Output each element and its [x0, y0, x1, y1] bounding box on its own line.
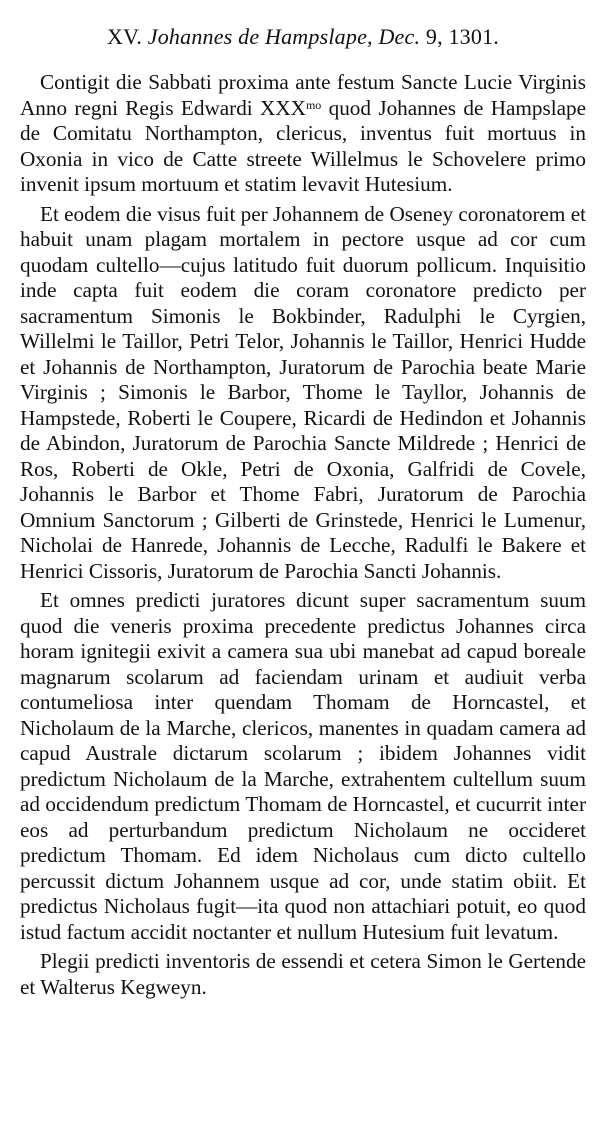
paragraph-3: Et omnes predicti juratores dicunt super sacramentum suum quod die veneris proxima precedente predictus Johannes circa horam ignitegii exivit a camera sua ubi manebat ad capud boreale magnarum scolarum ad faciendam urinam et audiuit verba contumeliosa inter quendam Thomam de Horncastel, et Nicholaum de la Marche, clericos, manentes in quadam camera ad capud Australe dictarum scolarum ; ibidem Johannes vidit predictum Nicholaum de la Marche, extrahentem cultellum suum ad occidendum predictum Thomam de Horncastel, et cucurrit inter eos ad perturbandum predictum Nicholaum ne occideret predictum Thomam. Ed idem Nicholaus cum dicto cultello percussit dictum Johannem usque ad cor, unde statim obiit. Et predictus Nicholaus fugit—ita quod non attachiari potuit, eo quod istud factum accidit noctanter et nullum Hutesium fuit levatum. [20, 588, 586, 944]
regnal-year-superscript: mo [305, 97, 322, 112]
entry-name: Johannes de Hampslape, [147, 24, 373, 49]
entry-heading [20, 22, 586, 52]
paragraph-1-text-b: quod Johannes de Hampslape de Comitatu Northampton, clericus, inventus fuit mortuus in Oxonia in vico de Catte streete Willelmus le Schovelere primo invenit ipsum mortuum et statim levavit Hutesium. [20, 95, 587, 196]
entry-year: 9, 1301. [425, 24, 499, 49]
document-page [20, 22, 586, 1004]
entry-number: XV. [107, 24, 143, 49]
paragraph-1-text-a: Contigit die Sabbati proxima ante festum Sancte Lucie Virginis Anno regni Regis Edwardi XXX [20, 70, 586, 120]
entry-date: Dec. [378, 24, 421, 49]
paragraph-1 [20, 70, 586, 198]
paragraph-2: Et eodem die visus fuit per Johannem de Oseney coronatorem et habuit unam plagam mortalem in pectore usque ad cor cum quodam cultello—cujus latitudo fuit duorum pollicum. Inquisitio inde capta fuit eodem die coram coronatore predicto per sacramentum Simonis le Bokbinder, Radulphi le Cyrgien, Willelmi le Taillor, Petri Telor, Johannis le Taillor, Henrici Hudde et Johannis de Northampton, Juratorum de Parochia beate Marie Virginis ; Simonis le Barbor, Thome le Tayllor, Johannis de Hampstede, Roberti le Coupere, Ricardi de Hedindon et Johannis de Abindon, Juratorum de Parochia Sancte Mildrede ; Henrici de Ros, Roberti de Okle, Petri de Oxonia, Galfridi de Covele, Johannis le Barbor et Thome Fabri, Juratorum de Parochia Omnium Sanctorum ; Gilberti de Grinstede, Henrici le Lumenur, Nicholai de Hanrede, Johannis de Lecche, Radulfi le Bakere et Henrici Cissoris, Juratorum de Parochia Sancti Johannis. [20, 201, 587, 583]
paragraph-4: Plegii predicti inventoris de essendi et cetera Simon le Gertende et Walterus Kegweyn. [20, 949, 586, 999]
